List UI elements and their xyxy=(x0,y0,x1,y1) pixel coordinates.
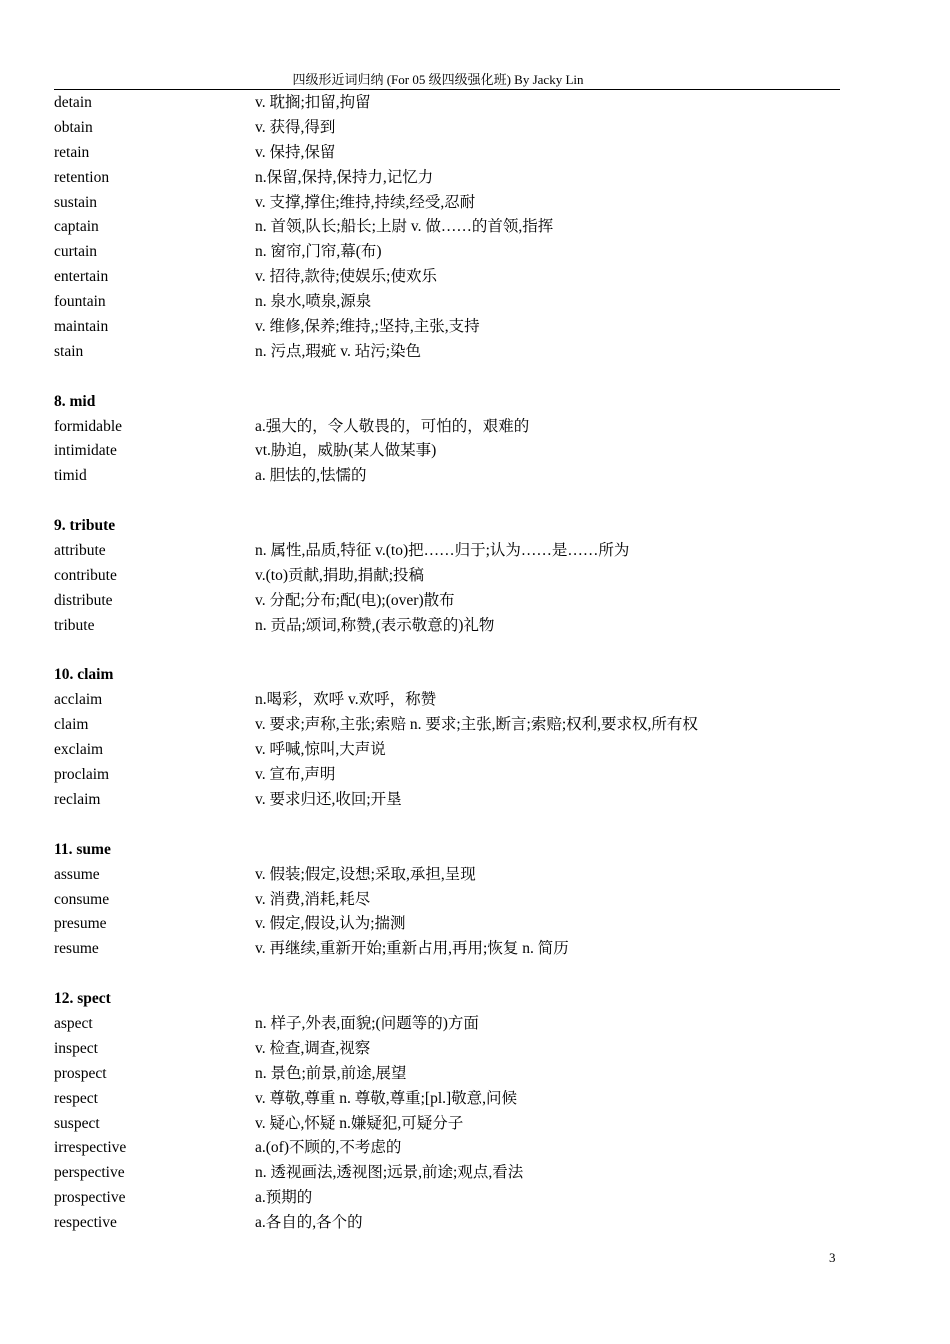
vocab-word: consume xyxy=(54,890,110,908)
vocab-definition: n. 样子,外表,面貌;(问题等的)方面 xyxy=(255,1014,479,1032)
page-number: 3 xyxy=(829,1250,836,1265)
vocab-word: presume xyxy=(54,915,107,933)
vocab-entry xyxy=(54,265,854,290)
vocab-definition: v. 假装;假定,设想;采取,承担,呈现 xyxy=(255,865,476,883)
vocab-entry xyxy=(54,1087,854,1112)
vocab-definition: n. 透视画法,透视图;远景,前途;观点,看法 xyxy=(255,1164,524,1182)
vocab-word: irrespective xyxy=(54,1139,127,1157)
vocab-word: proclaim xyxy=(54,766,110,784)
vocab-definition: n. 首领,队长;船长;上尉 v. 做……的首领,指挥 xyxy=(255,218,554,236)
section-spacer xyxy=(54,639,854,664)
vocab-word: attribute xyxy=(54,542,106,560)
vocab-entry xyxy=(54,688,854,713)
vocab-word: curtain xyxy=(54,243,98,261)
vocab-definition: v. 呼喊,惊叫,大声说 xyxy=(255,741,386,759)
vocab-word: entertain xyxy=(54,268,109,286)
vocab-definition: n.喝彩，欢呼 v.欢呼，称赞 xyxy=(255,691,437,709)
vocab-entry xyxy=(54,191,854,216)
vocab-entry xyxy=(54,1136,854,1161)
vocab-definition: v. 尊敬,尊重 n. 尊敬,尊重;[pl.]敬意,问候 xyxy=(255,1089,518,1107)
vocab-entry xyxy=(54,863,854,888)
vocab-entry xyxy=(54,539,854,564)
vocab-entry xyxy=(54,91,854,116)
header-title: 四级形近词归纳 (For 05 级四级强化班) By Jacky Lin xyxy=(292,72,584,87)
vocab-word: aspect xyxy=(54,1014,93,1032)
vocab-entry xyxy=(54,738,854,763)
vocab-entry xyxy=(54,589,854,614)
vocab-entry xyxy=(54,614,854,639)
vocab-entry xyxy=(54,1112,854,1137)
vocab-definition: v. 再继续,重新开始;重新占用,再用;恢复 n. 简历 xyxy=(255,940,569,958)
vocab-definition: v. 要求归还,收回;开垦 xyxy=(255,790,402,808)
vocab-definition: v. 检查,调查,视察 xyxy=(255,1039,371,1057)
vocab-word: respect xyxy=(54,1089,98,1107)
vocab-entry xyxy=(54,340,854,365)
section-spacer xyxy=(54,489,854,514)
vocab-entry xyxy=(54,1012,854,1037)
vocab-entry xyxy=(54,116,854,141)
vocab-entry xyxy=(54,141,854,166)
vocab-word: distribute xyxy=(54,591,113,609)
vocab-definition: v. 宣布,声明 xyxy=(255,766,336,784)
vocab-definition: v. 假定,假设,认为;揣测 xyxy=(255,915,406,933)
vocab-entry xyxy=(54,564,854,589)
vocab-definition: n. 泉水,喷泉,源泉 xyxy=(255,293,372,311)
vocab-word: sustain xyxy=(54,193,98,211)
vocab-entry xyxy=(54,713,854,738)
vocab-word: timid xyxy=(54,467,87,485)
vocab-entry xyxy=(54,290,854,315)
vocabulary-list xyxy=(54,91,854,1236)
vocab-word: exclaim xyxy=(54,741,104,759)
vocab-word: assume xyxy=(54,865,100,883)
vocab-entry xyxy=(54,415,854,440)
vocab-entry xyxy=(54,439,854,464)
vocab-entry xyxy=(54,1186,854,1211)
vocab-definition: a.预期的 xyxy=(255,1189,313,1207)
vocab-word: respective xyxy=(54,1214,117,1232)
vocab-word: fountain xyxy=(54,293,106,311)
vocab-definition: n. 贡品;颂词,称赞,(表示敬意的)礼物 xyxy=(255,616,495,634)
vocab-definition: n. 景色;前景,前途,展望 xyxy=(255,1064,407,1082)
vocab-definition: n. 污点,瑕疵 v. 玷污;染色 xyxy=(255,342,422,360)
vocab-entry xyxy=(54,763,854,788)
vocab-word: retention xyxy=(54,168,110,186)
vocab-definition: v. 获得,得到 xyxy=(255,118,336,136)
vocab-word: intimidate xyxy=(54,442,117,460)
section-heading: 8. mid xyxy=(54,392,96,410)
section-heading: 9. tribute xyxy=(54,517,116,535)
vocab-definition: v. 支撑,撑住;维持,持续,经受,忍耐 xyxy=(255,193,476,211)
vocab-definition: vt.胁迫，威胁(某人做某事) xyxy=(255,442,437,460)
vocab-definition: n.保留,保持,保持力,记忆力 xyxy=(255,168,434,186)
vocab-word: resume xyxy=(54,940,99,958)
section-heading: 12. spect xyxy=(54,990,111,1008)
vocab-entry xyxy=(54,240,854,265)
vocab-word: tribute xyxy=(54,616,95,634)
vocab-word: perspective xyxy=(54,1164,125,1182)
vocab-entry xyxy=(54,1161,854,1186)
vocab-definition: v. 分配;分布;配(电);(over)散布 xyxy=(255,591,455,609)
section-spacer xyxy=(54,365,854,390)
vocab-entry xyxy=(54,1037,854,1062)
vocab-word: acclaim xyxy=(54,691,103,709)
vocab-definition: v. 疑心,怀疑 n.嫌疑犯,可疑分子 xyxy=(255,1114,464,1132)
vocab-entry xyxy=(54,888,854,913)
vocab-entry xyxy=(54,166,854,191)
vocab-definition: a. 胆怯的,怯懦的 xyxy=(255,467,367,485)
vocab-entry xyxy=(54,788,854,813)
vocab-definition: a.强大的，令人敬畏的，可怕的，艰难的 xyxy=(255,417,530,435)
vocab-definition: v. 耽搁;扣留,拘留 xyxy=(255,94,371,111)
vocab-word: reclaim xyxy=(54,790,101,808)
vocab-word: prospective xyxy=(54,1189,126,1207)
vocab-word: prospect xyxy=(54,1064,107,1082)
vocab-word: claim xyxy=(54,716,89,734)
vocab-definition: a.(of)不顾的,不考虑的 xyxy=(255,1139,402,1157)
section-spacer xyxy=(54,813,854,838)
vocab-definition: n. 属性,品质,特征 v.(to)把……归于;认为……是……所为 xyxy=(255,542,630,560)
section-spacer xyxy=(54,962,854,987)
vocab-definition: v. 消费,消耗,耗尽 xyxy=(255,890,371,908)
vocab-entry xyxy=(54,215,854,240)
vocab-word: retain xyxy=(54,143,90,161)
vocab-word: maintain xyxy=(54,318,109,336)
vocab-definition: a.各自的,各个的 xyxy=(255,1214,363,1232)
vocab-word: stain xyxy=(54,342,84,360)
vocab-entry xyxy=(54,1062,854,1087)
vocab-entry xyxy=(54,464,854,489)
vocab-word: captain xyxy=(54,218,99,236)
vocab-definition: v. 保持,保留 xyxy=(255,143,336,161)
vocab-word: inspect xyxy=(54,1039,98,1057)
vocab-entry xyxy=(54,1211,854,1236)
vocab-word: obtain xyxy=(54,118,93,136)
vocab-definition: v. 招待,款待;使娱乐;使欢乐 xyxy=(255,268,437,286)
vocab-word: detain xyxy=(54,94,92,111)
vocab-entry xyxy=(54,937,854,962)
page-header xyxy=(54,71,840,90)
vocab-word: formidable xyxy=(54,417,123,435)
vocab-definition: v. 要求;声称,主张;索赔 n. 要求;主张,断言;索赔;权利,要求权,所有权 xyxy=(255,716,698,734)
vocab-entry xyxy=(54,912,854,937)
vocab-definition: n. 窗帘,门帘,幕(布) xyxy=(255,243,382,261)
vocab-definition: v. 维修,保养;维持,;坚持,主张,支持 xyxy=(255,318,480,336)
section-heading: 11. sume xyxy=(54,840,111,858)
vocab-definition: v.(to)贡献,捐助,捐献;投稿 xyxy=(255,566,425,584)
vocab-entry xyxy=(54,315,854,340)
vocab-word: suspect xyxy=(54,1114,100,1132)
section-heading: 10. claim xyxy=(54,666,114,684)
vocab-word: contribute xyxy=(54,566,117,584)
